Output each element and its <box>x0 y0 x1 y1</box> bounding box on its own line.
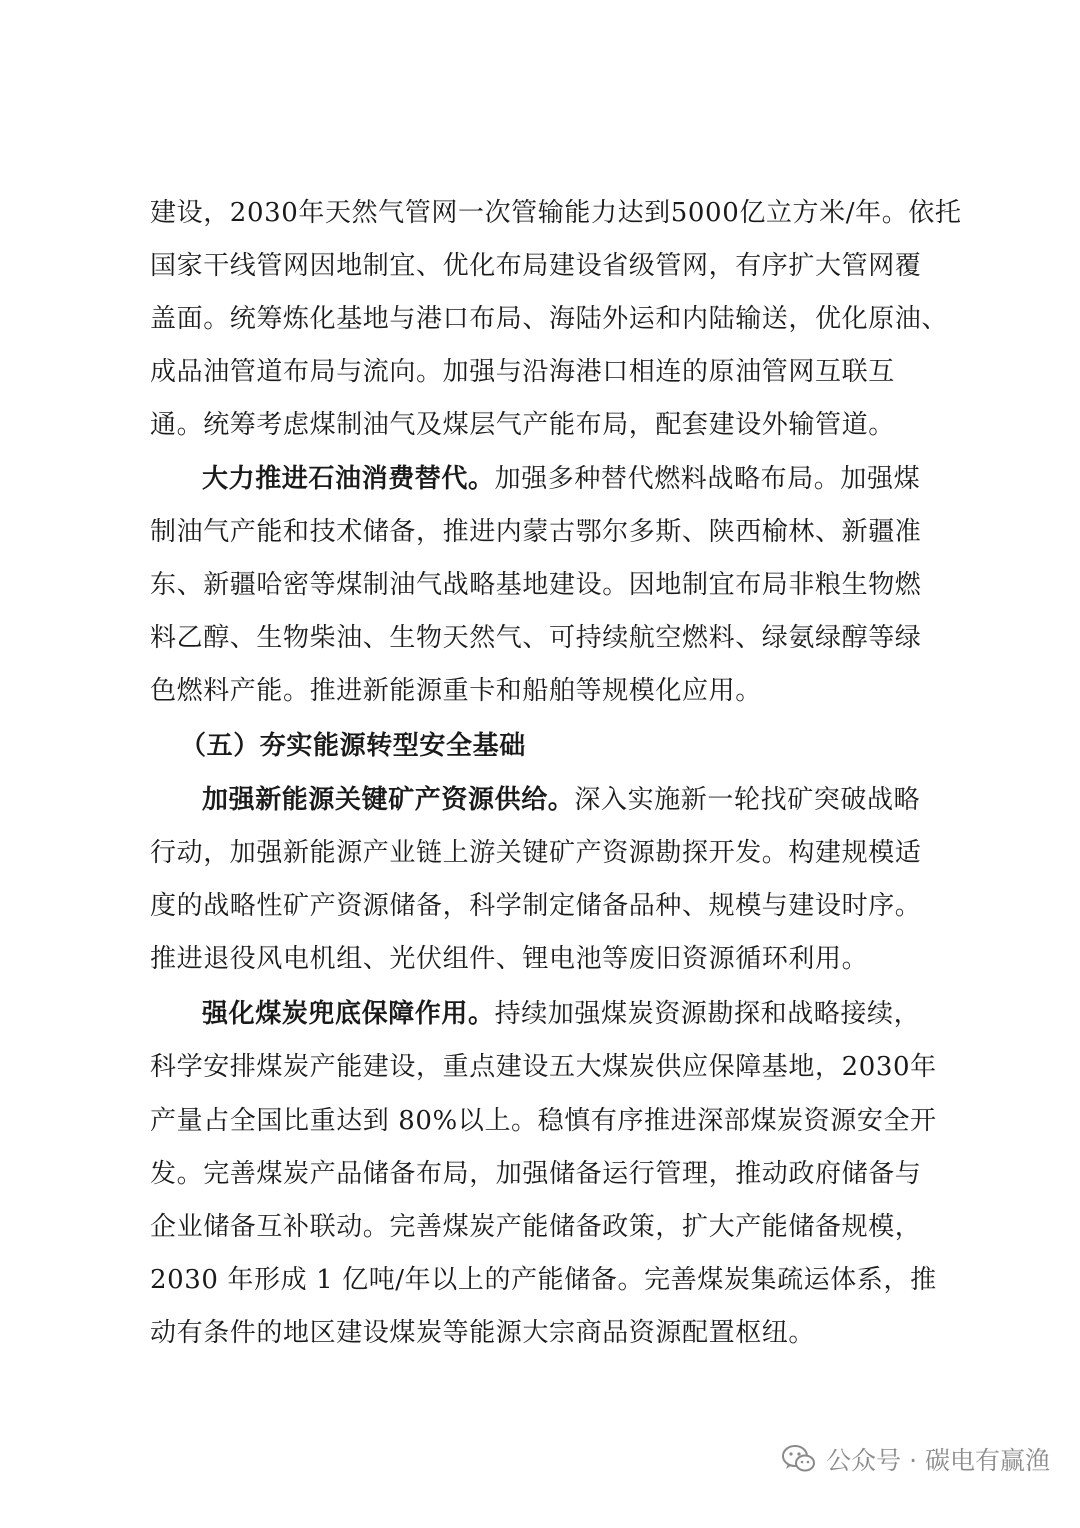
text-line: 科学安排煤炭产能建设，重点建设五大煤炭供应保障基地，2030年 <box>150 1052 937 1082</box>
paragraph-heading-line: 大力推进石油消费替代。加强多种替代燃料战略布局。加强煤 <box>202 464 921 494</box>
text-line: 动有条件的地区建设煤炭等能源大宗商品资源配置枢纽。 <box>150 1318 816 1348</box>
text-line: 产量占全国比重达到 80%以上。稳慎有序推进深部煤炭资源安全开 <box>150 1106 937 1136</box>
text-line: 盖面。统筹炼化基地与港口布局、海陆外运和内陆输送，优化原油、 <box>150 304 949 334</box>
section-heading: （五）夯实能源转型安全基础 <box>180 731 526 761</box>
watermark <box>782 1437 1050 1481</box>
watermark-label: 公众号 · 碳电有赢渔 <box>826 1446 1050 1475</box>
text-line: 发。完善煤炭产品储备布局，加强储备运行管理，推动政府储备与 <box>150 1159 922 1189</box>
text-line: 行动，加强新能源产业链上游关键矿产资源勘探开发。构建规模适 <box>150 838 922 868</box>
text-line: 东、新疆哈密等煤制油气战略基地建设。因地制宜布局非粮生物燃 <box>150 570 922 600</box>
text-line: 料乙醇、生物柴油、生物天然气、可持续航空燃料、绿氨绿醇等绿 <box>150 623 922 653</box>
text-line: 建设，2030年天然气管网一次管输能力达到5000亿立方米/年。依托 <box>150 198 962 228</box>
text-line: 度的战略性矿产资源储备，科学制定储备品种、规模与建设时序。 <box>150 891 922 921</box>
paragraph-lead: 大力推进石油消费替代。 <box>202 464 495 494</box>
text-line: 成品油管道布局与流向。加强与沿海港口相连的原油管网互联互 <box>150 357 895 387</box>
text-line: 国家干线管网因地制宜、优化布局建设省级管网，有序扩大管网覆 <box>150 251 922 281</box>
paragraph-heading-line: 强化煤炭兜底保障作用。持续加强煤炭资源勘探和战略接续， <box>202 999 921 1029</box>
wechat-icon <box>782 1444 816 1474</box>
text-line: 企业储备互补联动。完善煤炭产能储备政策，扩大产能储备规模， <box>150 1212 922 1242</box>
text-line: 推进退役风电机组、光伏组件、锂电池等废旧资源循环利用。 <box>150 944 869 974</box>
text-line: 制油气产能和技术储备，推进内蒙古鄂尔多斯、陕西榆林、新疆准 <box>150 517 922 547</box>
paragraph-lead: 强化煤炭兜底保障作用。 <box>202 999 495 1029</box>
paragraph-heading-line: 加强新能源关键矿产资源供给。深入实施新一轮找矿突破战略 <box>202 785 921 815</box>
text-line: 色燃料产能。推进新能源重卡和船舶等规模化应用。 <box>150 676 762 706</box>
text-line: 通。统筹考虑煤制油气及煤层气产能布局，配套建设外输管道。 <box>150 410 895 440</box>
text-line: 2030 年形成 1 亿吨/年以上的产能储备。完善煤炭集疏运体系，推 <box>150 1265 937 1295</box>
paragraph-lead: 加强新能源关键矿产资源供给。 <box>202 785 575 815</box>
